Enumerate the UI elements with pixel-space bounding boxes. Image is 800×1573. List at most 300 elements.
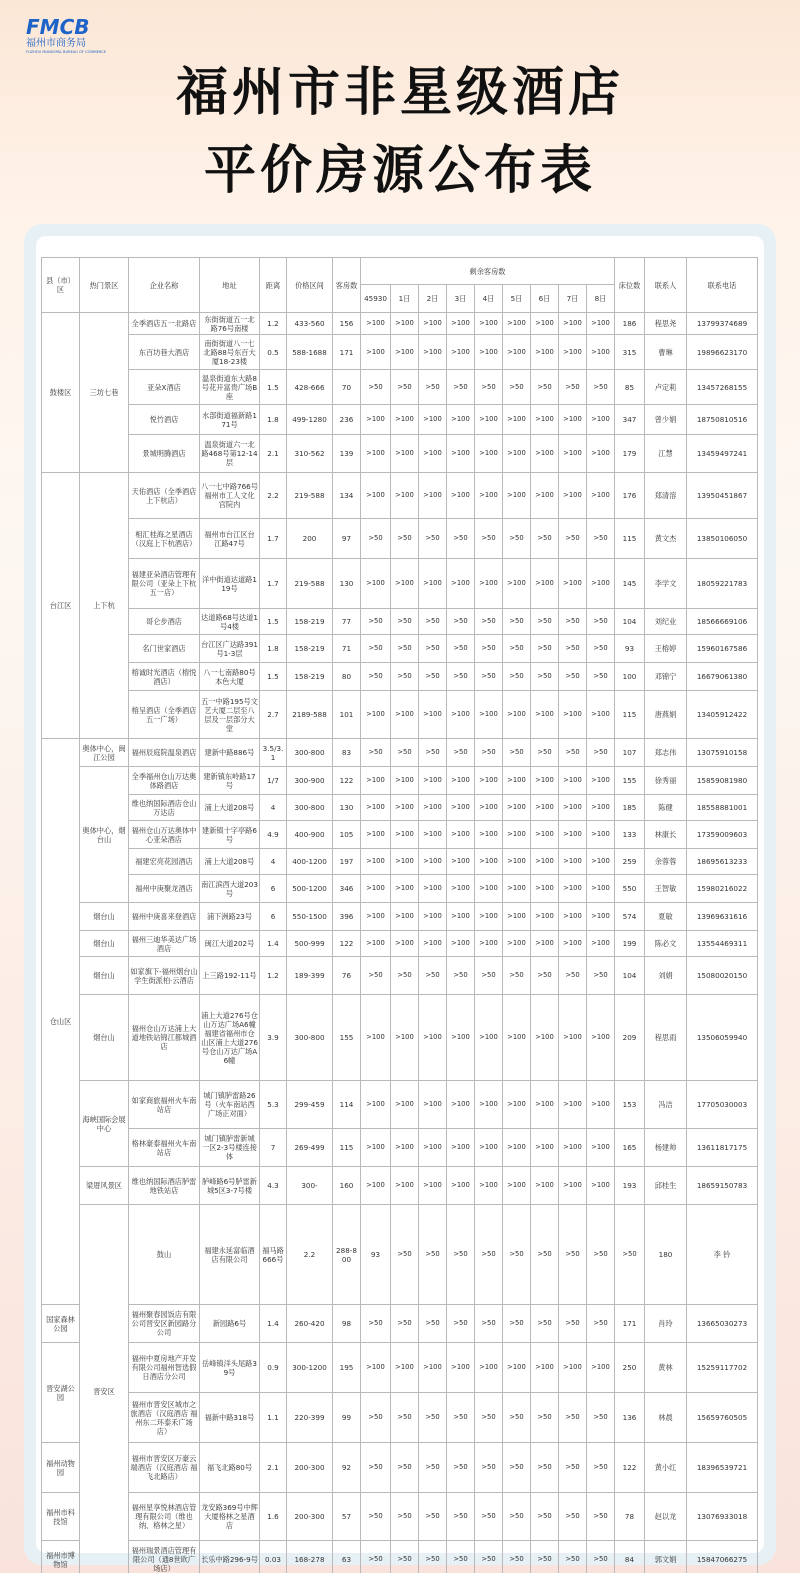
price-cell: 2189-588 [287, 691, 333, 739]
remaining-cell: >50 [391, 1493, 419, 1541]
table-row [42, 1541, 758, 1573]
price-cell: 300-1200 [287, 1343, 333, 1393]
remaining-cell: >50 [559, 1541, 587, 1573]
header-day: 8日 [587, 285, 615, 313]
remaining-cell: >100 [559, 1167, 587, 1205]
distance-cell: 4 [260, 849, 287, 875]
remaining-cell: >100 [503, 767, 531, 795]
remaining-cell: >100 [361, 435, 391, 473]
remaining-cell: >100 [447, 795, 475, 821]
remaining-cell: >100 [391, 313, 419, 335]
remaining-cell: >50 [419, 635, 447, 663]
header-name: 企业名称 [129, 258, 200, 313]
hotel-name-cell: 福州中庚喜来登酒店 [129, 903, 200, 931]
rooms-cell: 114 [333, 1081, 361, 1129]
hotel-name-cell: 福州聚春园饭店有限公司晋安区新园路分公司 [129, 1305, 200, 1343]
remaining-cell: >50 [447, 1305, 475, 1343]
remaining-cell: >100 [531, 903, 559, 931]
remaining-cell: >100 [447, 335, 475, 370]
remaining-cell: >100 [419, 995, 447, 1081]
address-cell: 建新镇东岭路17号 [200, 767, 260, 795]
hotel-name-cell: 亚朵X酒店 [129, 370, 200, 405]
remaining-cell: >50 [447, 739, 475, 767]
rooms-cell: 105 [333, 821, 361, 849]
contact-cell: 曹琳 [645, 335, 687, 370]
rooms-cell: 139 [333, 435, 361, 473]
distance-cell: 1.7 [260, 559, 287, 609]
remaining-cell: >50 [531, 1393, 559, 1443]
header-day: 3日 [447, 285, 475, 313]
header-county: 县（市）区 [42, 258, 80, 313]
remaining-cell: >100 [587, 995, 615, 1081]
remaining-cell: >100 [447, 1343, 475, 1393]
address-cell: 南江滨西大道203号 [200, 875, 260, 903]
remaining-cell: >50 [587, 1443, 615, 1493]
beds-cell: 199 [615, 931, 645, 957]
remaining-cell: >50 [587, 1305, 615, 1343]
remaining-cell: >100 [419, 767, 447, 795]
remaining-cell: >50 [503, 519, 531, 559]
remaining-cell: >100 [587, 795, 615, 821]
remaining-cell: >50 [419, 370, 447, 405]
hotel-name-cell: 福建宏亮花园酒店 [129, 849, 200, 875]
phone-cell: 15960167586 [687, 635, 758, 663]
beds-cell: 133 [615, 821, 645, 849]
hotel-name-cell: 哥仑步酒店 [129, 609, 200, 635]
remaining-cell: >100 [531, 559, 559, 609]
rooms-cell: 77 [333, 609, 361, 635]
logo-brand: FMCB [26, 15, 90, 39]
remaining-cell: >50 [475, 1205, 503, 1305]
address-cell: 建新镇十字亭路6号 [200, 821, 260, 849]
remaining-cell: >50 [447, 1541, 475, 1573]
phone-cell: 13457268155 [687, 370, 758, 405]
price-cell: 300-800 [287, 995, 333, 1081]
rooms-cell: 70 [333, 370, 361, 405]
remaining-cell: >100 [447, 931, 475, 957]
contact-cell: 肖玲 [645, 1305, 687, 1343]
remaining-cell: >50 [587, 609, 615, 635]
remaining-cell: >50 [531, 1541, 559, 1573]
address-cell: 洋中街道达道路119号 [200, 559, 260, 609]
remaining-cell: >100 [559, 995, 587, 1081]
remaining-cell: >100 [531, 1081, 559, 1129]
remaining-cell: >50 [503, 663, 531, 691]
contact-cell: 郑志伟 [645, 739, 687, 767]
beds-cell: 176 [615, 473, 645, 519]
price-cell: 588-1688 [287, 335, 333, 370]
distance-cell: 2.2 [260, 473, 287, 519]
remaining-cell: >100 [391, 1167, 419, 1205]
price-cell: 400-900 [287, 821, 333, 849]
remaining-cell: >100 [531, 405, 559, 435]
distance-cell: 1.8 [260, 635, 287, 663]
phone-cell: 13850106050 [687, 519, 758, 559]
remaining-cell: >50 [391, 957, 419, 995]
spot-cell: 福州市科技馆 [42, 1493, 80, 1541]
header-remaining: 剩余客房数 [361, 258, 615, 285]
distance-cell: 1.8 [260, 405, 287, 435]
remaining-cell: >50 [559, 609, 587, 635]
remaining-cell: >100 [391, 1343, 419, 1393]
address-cell: 浦上大道208号 [200, 795, 260, 821]
remaining-cell: >100 [503, 335, 531, 370]
remaining-cell: >100 [503, 559, 531, 609]
remaining-cell: >100 [447, 1081, 475, 1129]
remaining-cell: >50 [391, 1541, 419, 1573]
price-cell: 300-800 [287, 795, 333, 821]
remaining-cell: >100 [503, 903, 531, 931]
contact-cell: 程思尧 [645, 313, 687, 335]
table-row [42, 691, 758, 739]
contact-cell: 刘娟 [645, 957, 687, 995]
table-row [42, 473, 758, 519]
header-day: 2日 [419, 285, 447, 313]
table-row [42, 1443, 758, 1493]
hotel-name-cell: 福州中庚聚龙酒店 [129, 875, 200, 903]
distance-cell: 0.9 [260, 1343, 287, 1393]
price-cell: 260-420 [287, 1305, 333, 1343]
rooms-cell: 236 [333, 405, 361, 435]
logo-name: 福州市商务局 [26, 38, 86, 49]
remaining-cell: >100 [391, 1129, 419, 1167]
remaining-cell: >100 [531, 875, 559, 903]
remaining-cell: >100 [447, 559, 475, 609]
remaining-cell: >100 [361, 559, 391, 609]
remaining-cell: >50 [475, 663, 503, 691]
remaining-cell: >100 [475, 405, 503, 435]
remaining-cell: >100 [531, 691, 559, 739]
address-cell: 五一中路195号文艺大厦二层至八层及一层部分大堂 [200, 691, 260, 739]
beds-cell: 153 [615, 1081, 645, 1129]
remaining-cell: >100 [475, 795, 503, 821]
address-cell: 浦下洲路23号 [200, 903, 260, 931]
remaining-cell: >50 [447, 957, 475, 995]
phone-cell: 13076933018 [687, 1493, 758, 1541]
header-day: 1日 [391, 285, 419, 313]
remaining-cell: >100 [559, 1081, 587, 1129]
price-cell: 300-800 [287, 739, 333, 767]
phone-cell: 13459497241 [687, 435, 758, 473]
table-row [42, 519, 758, 559]
contact-cell: 陈健 [645, 795, 687, 821]
remaining-cell: >50 [361, 739, 391, 767]
rooms-cell: 97 [333, 519, 361, 559]
phone-cell: 13554469311 [687, 931, 758, 957]
remaining-cell: >100 [391, 473, 419, 519]
address-cell: 岳峰镇洋头尾路39号 [200, 1343, 260, 1393]
header-day: 45930 [361, 285, 391, 313]
remaining-cell: >100 [391, 1081, 419, 1129]
distance-cell: 3.9 [260, 995, 287, 1081]
remaining-cell: >100 [559, 931, 587, 957]
remaining-cell: >50 [447, 519, 475, 559]
address-cell: 水部街道福新路171号 [200, 405, 260, 435]
remaining-cell: >100 [361, 313, 391, 335]
hotel-name-cell: 悦竹酒店 [129, 405, 200, 435]
beds-cell: 107 [615, 739, 645, 767]
beds-cell: 136 [615, 1393, 645, 1443]
remaining-cell: >100 [503, 1081, 531, 1129]
distance-cell: 1.6 [260, 1493, 287, 1541]
price-cell: 433-560 [287, 313, 333, 335]
beds-cell: 185 [615, 795, 645, 821]
remaining-cell: >50 [503, 957, 531, 995]
price-cell: 310-562 [287, 435, 333, 473]
hotel-name-cell: 福州市晋安区万豪云端酒店（汉庭酒店 福飞北路店） [129, 1443, 200, 1493]
address-cell: 上三路192-11号 [200, 957, 260, 995]
remaining-cell: >100 [475, 821, 503, 849]
remaining-cell: >50 [559, 1443, 587, 1493]
price-cell: 269-499 [287, 1129, 333, 1167]
remaining-cell: >50 [587, 635, 615, 663]
contact-cell: 王智敏 [645, 875, 687, 903]
contact-cell: 黄小红 [645, 1443, 687, 1493]
spot-cell: 国家森林公园 [42, 1305, 80, 1343]
distance-cell: 1.7 [260, 519, 287, 559]
phone-cell: 18566669106 [687, 609, 758, 635]
contact-cell: 余蓉蓉 [645, 849, 687, 875]
distance-cell: 4.9 [260, 821, 287, 849]
remaining-cell: >100 [475, 559, 503, 609]
remaining-cell: >50 [503, 609, 531, 635]
price-cell: 220-399 [287, 1393, 333, 1443]
beds-cell: 171 [615, 1305, 645, 1343]
remaining-cell: >100 [503, 849, 531, 875]
phone-cell: 13950451867 [687, 473, 758, 519]
distance-cell: 6 [260, 875, 287, 903]
price-cell: 219-588 [287, 473, 333, 519]
remaining-cell: >100 [391, 559, 419, 609]
remaining-cell: >100 [419, 1129, 447, 1167]
table-row [42, 903, 758, 931]
distance-cell: 1.2 [260, 957, 287, 995]
spot-cell: 烟台山 [80, 931, 129, 957]
beds-cell: 100 [615, 663, 645, 691]
remaining-cell: >100 [391, 931, 419, 957]
price-cell: 158-219 [287, 663, 333, 691]
beds-cell: 259 [615, 849, 645, 875]
remaining-cell: >100 [503, 931, 531, 957]
remaining-cell: >50 [391, 1393, 419, 1443]
phone-cell: 18659150783 [687, 1167, 758, 1205]
price-cell: 300-900 [287, 767, 333, 795]
remaining-cell: >50 [531, 1305, 559, 1343]
contact-cell: 邓锦宁 [645, 663, 687, 691]
spot-cell: 奥体中心，闽江公园 [80, 739, 129, 767]
address-cell: 城门镇胪雷路26号（火车南站西广场正对面） [200, 1081, 260, 1129]
remaining-cell: >100 [361, 405, 391, 435]
header-contact: 联系人 [645, 258, 687, 313]
county-cell: 鼓楼区 [42, 313, 80, 473]
remaining-cell: >100 [419, 559, 447, 609]
phone-cell: 13799374689 [687, 313, 758, 335]
phone-cell: 15980216022 [687, 875, 758, 903]
remaining-cell: >100 [531, 849, 559, 875]
remaining-cell: >50 [475, 1541, 503, 1573]
remaining-cell: >100 [503, 1129, 531, 1167]
remaining-cell: >100 [587, 691, 615, 739]
distance-cell: 1.1 [260, 1393, 287, 1443]
address-cell: 城门镇胪雷新城一区2-3号楼连接体 [200, 1129, 260, 1167]
remaining-cell: >100 [531, 1129, 559, 1167]
remaining-cell: >50 [419, 1541, 447, 1573]
remaining-cell: >100 [447, 691, 475, 739]
contact-cell: 杨建帅 [645, 1129, 687, 1167]
remaining-cell: >100 [391, 335, 419, 370]
remaining-cell: >100 [531, 1343, 559, 1393]
distance-cell: 1.4 [260, 931, 287, 957]
hotel-name-cell: 福州星享悦林酒店管理有限公司（维也纳、格林之星） [129, 1493, 200, 1541]
hotel-name-cell: 维也纳国际酒店胪雷地铁站店 [129, 1167, 200, 1205]
address-cell: 福马路666号 [260, 1205, 287, 1305]
remaining-cell: >100 [559, 559, 587, 609]
distance-cell: 1.5 [260, 663, 287, 691]
remaining-cell: >50 [615, 1205, 645, 1305]
remaining-cell: >100 [391, 849, 419, 875]
hotel-name-cell: 福州仓山万达奥体中心亚朵酒店 [129, 821, 200, 849]
remaining-cell: >100 [361, 1167, 391, 1205]
remaining-cell: >100 [503, 1343, 531, 1393]
remaining-cell: >100 [447, 875, 475, 903]
remaining-cell: >100 [475, 849, 503, 875]
price-cell: 499-1280 [287, 405, 333, 435]
remaining-cell: >100 [391, 995, 419, 1081]
beds-cell: 104 [615, 957, 645, 995]
remaining-cell: >50 [531, 1443, 559, 1493]
remaining-cell: >50 [419, 1205, 447, 1305]
rooms-cell: 98 [333, 1305, 361, 1343]
distance-cell: 0.03 [260, 1541, 287, 1573]
remaining-cell: >50 [447, 1205, 475, 1305]
phone-cell: 18750810516 [687, 405, 758, 435]
remaining-cell: >100 [475, 335, 503, 370]
price-cell: 158-219 [287, 635, 333, 663]
contact-cell: 刘纪业 [645, 609, 687, 635]
phone-cell: 13665030273 [687, 1305, 758, 1343]
phone-cell: 15847066275 [687, 1541, 758, 1573]
remaining-cell: >100 [559, 1129, 587, 1167]
phone-cell: 15659760505 [687, 1393, 758, 1443]
remaining-cell: >50 [475, 739, 503, 767]
remaining-cell: >50 [447, 1443, 475, 1493]
header-spot: 热门景区 [80, 258, 129, 313]
hotel-name-cell: 相汇桂海之星酒店（汉庭上下杭酒店） [129, 519, 200, 559]
price-cell: 299-459 [287, 1081, 333, 1129]
spot-cell: 福州动物园 [42, 1443, 80, 1493]
address-cell: 长乐中路296-9号 [200, 1541, 260, 1573]
spot-cell: 鼓山 [129, 1205, 200, 1305]
remaining-cell: >50 [559, 635, 587, 663]
remaining-cell: >100 [587, 931, 615, 957]
spot-cell: 晋安湖公园 [42, 1343, 80, 1443]
remaining-cell: >50 [475, 609, 503, 635]
remaining-cell: >100 [419, 875, 447, 903]
remaining-cell: >100 [587, 435, 615, 473]
remaining-cell: >50 [391, 1205, 419, 1305]
remaining-cell: >50 [419, 1305, 447, 1343]
rooms-cell: 83 [333, 739, 361, 767]
hotel-name-cell: 福建永延富临酒店有限公司 [200, 1205, 260, 1305]
remaining-cell: >100 [361, 903, 391, 931]
price-cell: 500-999 [287, 931, 333, 957]
phone-cell: 18558881001 [687, 795, 758, 821]
contact-cell: 徐秀丽 [645, 767, 687, 795]
table-row [42, 609, 758, 635]
county-cell: 仓山区 [42, 739, 80, 1305]
remaining-cell: >50 [531, 1205, 559, 1305]
contact-cell: 林康长 [645, 821, 687, 849]
remaining-cell: >50 [559, 1493, 587, 1541]
contact-cell: 郑清溶 [645, 473, 687, 519]
remaining-cell: >100 [559, 1343, 587, 1393]
beds-cell: 250 [615, 1343, 645, 1393]
remaining-cell: >100 [361, 473, 391, 519]
remaining-cell: >50 [475, 1393, 503, 1443]
hotel-name-cell: 如家商旅福州火车南站店 [129, 1081, 200, 1129]
phone-cell: 16679061380 [687, 663, 758, 691]
remaining-cell: >50 [559, 1205, 587, 1305]
distance-cell: 0.5 [260, 335, 287, 370]
remaining-cell: >50 [559, 519, 587, 559]
address-cell: 达道路68号达道1号4楼 [200, 609, 260, 635]
remaining-cell: >50 [391, 519, 419, 559]
distance-cell: 1.2 [260, 313, 287, 335]
contact-cell: 郭文娟 [645, 1541, 687, 1573]
spot-cell: 海峡国际会展中心 [80, 1081, 129, 1167]
rooms-cell: 396 [333, 903, 361, 931]
remaining-cell: >100 [419, 335, 447, 370]
remaining-cell: >50 [503, 739, 531, 767]
remaining-cell: >100 [475, 473, 503, 519]
contact-cell: 夏敏 [645, 903, 687, 931]
remaining-cell: >50 [447, 609, 475, 635]
remaining-cell: >100 [587, 821, 615, 849]
rooms-cell: 130 [333, 795, 361, 821]
phone-cell: 13611817175 [687, 1129, 758, 1167]
table-row [42, 405, 758, 435]
rooms-cell: 115 [333, 1129, 361, 1167]
rooms-cell: 122 [333, 931, 361, 957]
remaining-cell: >100 [531, 767, 559, 795]
remaining-cell: >50 [391, 663, 419, 691]
remaining-cell: >100 [419, 1167, 447, 1205]
remaining-cell: >100 [587, 1343, 615, 1393]
remaining-cell: >100 [475, 767, 503, 795]
beds-cell: 186 [615, 313, 645, 335]
distance-cell: 7 [260, 1129, 287, 1167]
table-row [42, 995, 758, 1081]
phone-cell: 19896623170 [687, 335, 758, 370]
table-row [42, 370, 758, 405]
remaining-cell: >100 [391, 795, 419, 821]
phone-cell: 13075910158 [687, 739, 758, 767]
distance-cell: 2.2 [287, 1205, 333, 1305]
hotel-name-cell: 福州辰庭院温泉酒店 [129, 739, 200, 767]
table-row [42, 1305, 758, 1343]
price-cell: 200-300 [287, 1443, 333, 1493]
remaining-cell: >50 [361, 1393, 391, 1443]
remaining-cell: >100 [447, 313, 475, 335]
hotel-table [41, 257, 758, 1573]
remaining-cell: >50 [587, 957, 615, 995]
contact-cell: 程思雨 [645, 995, 687, 1081]
remaining-cell: >100 [475, 1081, 503, 1129]
remaining-cell: >50 [419, 739, 447, 767]
table-row [42, 1393, 758, 1443]
contact-cell: 李 钤 [687, 1205, 758, 1305]
spot-cell: 烟台山 [80, 995, 129, 1081]
